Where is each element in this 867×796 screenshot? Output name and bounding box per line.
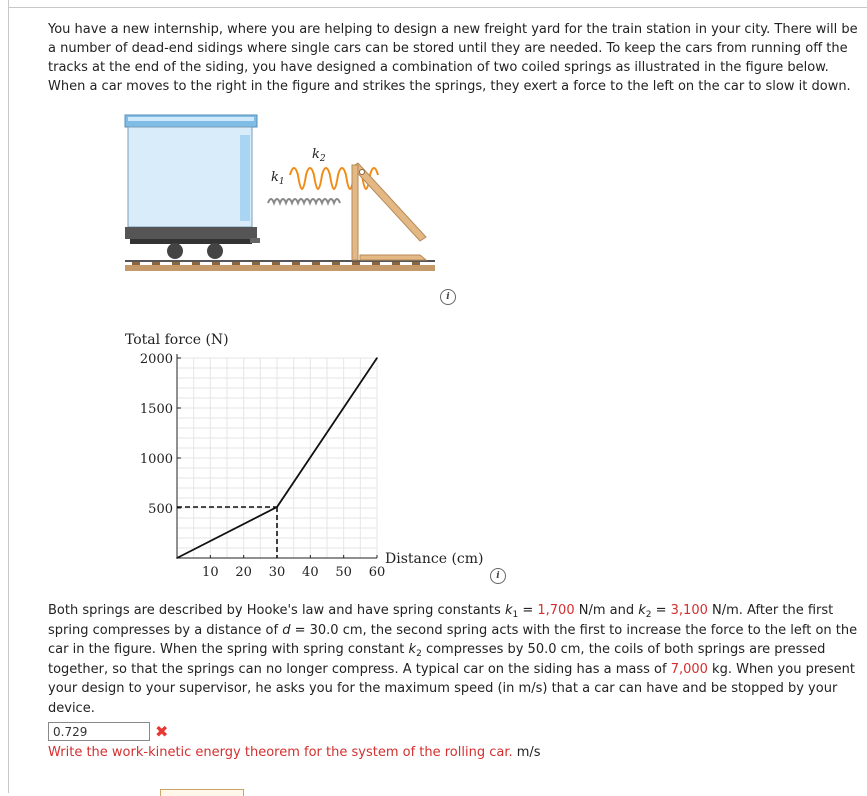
- x-tick-label: 60: [368, 565, 386, 580]
- mass-value: 7,000: [670, 661, 708, 677]
- problem-intro: You have a new internship, where you are helping to design a new freight yard for the train station in your city. There will be a number of dead-end sidings where single cars can be stored until they are needed. To keep the cars from running off the tracks at the end of the siding, you have designed a combination of two coiled springs as illustrated in the figure below. When a car moves to the right in the figure and strikes the springs, they exert a force to the left on the car to slow it down.: [48, 22, 858, 94]
- answer-unit: m/s: [516, 745, 541, 760]
- data-point: [176, 557, 178, 559]
- body-text-5: kg. When you present your design to your supervisor, he asks you for the maximum speed (in m/s) that a car can have and be stopped by your device.: [48, 661, 855, 716]
- x-tick-label: 30: [268, 565, 286, 580]
- k2-subscript: 2: [645, 610, 652, 620]
- k2-symbol: k: [638, 603, 646, 618]
- freight-car-spring-figure: [120, 105, 440, 315]
- k2-label: $k_2$: [312, 147, 326, 164]
- k1-label: $k_1$: [271, 170, 285, 187]
- incorrect-x-icon: ✖: [155, 722, 169, 741]
- equals-1: =: [518, 603, 538, 618]
- y-tick-label: 1500: [139, 402, 173, 417]
- body-text-1: Both springs are described by Hooke's law and have spring constants: [48, 603, 505, 618]
- chart-labels: [125, 332, 484, 580]
- body-text-4: compresses by 50.0 cm, the coils of both springs are pressed together, so that the springs can no longer compress. A typical car on the siding has a mass of: [48, 642, 826, 677]
- x-axis-label: Distance (cm): [385, 551, 484, 567]
- y-tick-label: 500: [148, 502, 173, 517]
- top-frame-line: [8, 0, 867, 8]
- equals-2: =: [651, 603, 671, 618]
- equals-3: =: [290, 622, 310, 638]
- y-tick-label: 1000: [139, 452, 173, 467]
- x-tick-label: 50: [335, 565, 352, 580]
- k2-subscript-2: 2: [416, 649, 422, 659]
- x-tick-label: 10: [202, 565, 219, 580]
- d-symbol: d: [282, 622, 291, 638]
- k1-value: 1,700: [537, 603, 575, 618]
- x-tick-label: 20: [235, 565, 252, 580]
- feedback-hint: [48, 745, 541, 760]
- problem-body: [48, 601, 860, 718]
- y-axis-label: Total force (N): [125, 332, 229, 348]
- k2-symbol-2: k: [408, 642, 417, 657]
- force-distance-chart: [110, 330, 590, 590]
- chart-info-icon[interactable]: i: [490, 568, 506, 584]
- data-point: [276, 506, 278, 508]
- data-point: [376, 357, 378, 359]
- d-value: 30.0: [309, 622, 339, 638]
- k2-value: 3,100: [670, 603, 708, 618]
- k1-subscript: 1: [512, 610, 519, 620]
- k1-symbol: k: [504, 603, 513, 618]
- left-frame-line: [8, 0, 9, 793]
- hint-text: Write the work-kinetic energy theorem for the system of the rolling car.: [48, 745, 513, 760]
- y-tick-label: 2000: [139, 352, 173, 367]
- answer-input[interactable]: [48, 722, 150, 741]
- body-text-2: N/m. After the first spring compresses by a distance of: [48, 603, 834, 638]
- x-tick-label: 40: [302, 565, 319, 580]
- body-text-3: cm, the second spring acts with the first to increase the force to the left on the car in the figure. When the spring with spring constant: [48, 622, 858, 657]
- figure-info-icon[interactable]: i: [440, 289, 456, 305]
- k1-unit: N/m and: [574, 603, 639, 618]
